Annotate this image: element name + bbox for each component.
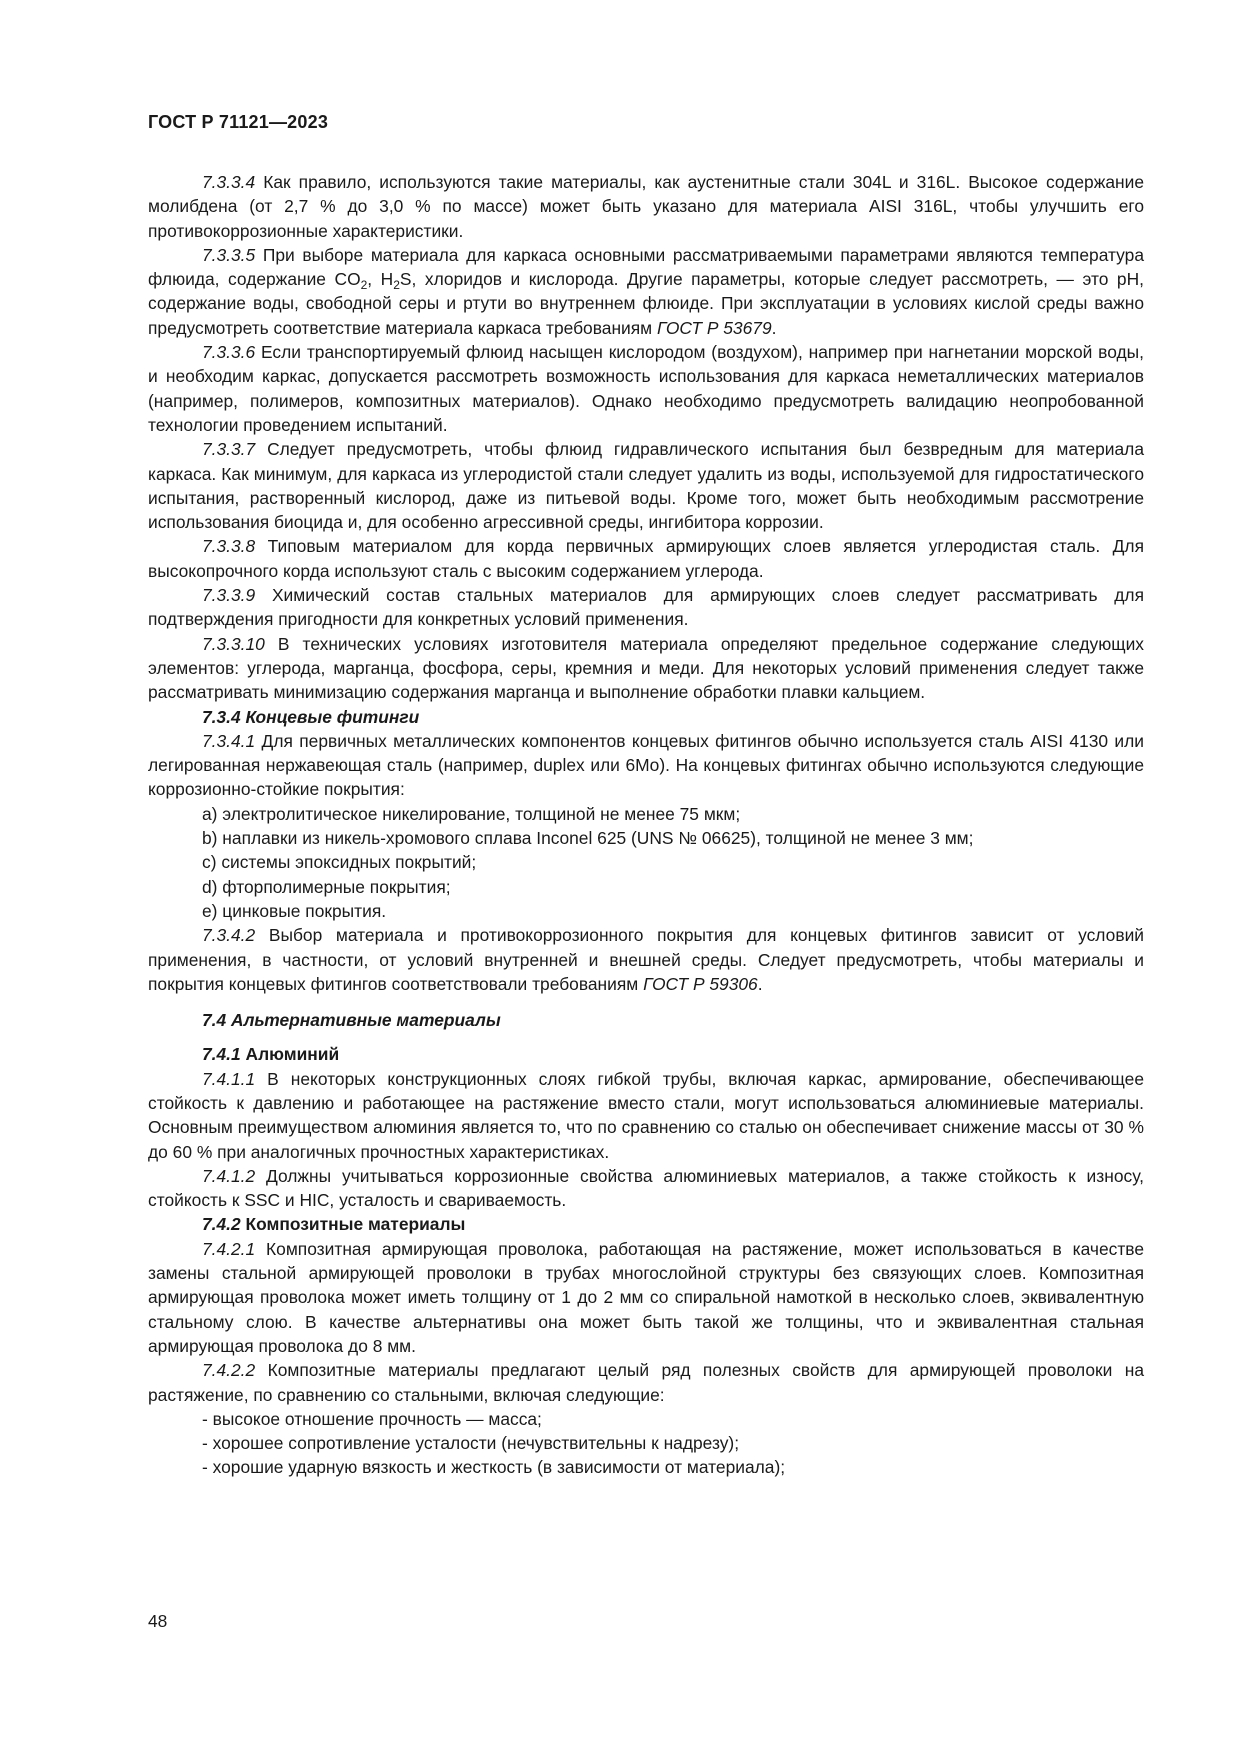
paragraph-text: Композитные материалы предлагают целый ряд полезных свойств для армирующей проволоки на растяжение, по сравнению со стальными, включая следующие: (148, 1360, 1144, 1405)
list-item: d) фторполимерные покрытия; (202, 876, 451, 897)
paragraph-text: Следует предусмотреть, чтобы флюид гидравлического испытания был безвредным для материала каркаса. Как минимум, для каркаса из углеродистой стали следует удалить из воды, используемой для гидростатического испытания, растворенный кислород, даже из питьевой воды. Кроме того, может быть необходимым рассмотрение использования биоцида и, для особенно агрессивной среды, ингибитора коррозии. (148, 439, 1144, 533)
paragraph-text: Должны учитываться коррозионные свойства алюминиевых материалов, а также стойкость к износу, стойкость к SSC и HIC, усталость и свариваемость. (148, 1165, 1144, 1211)
list-item: b) наплавки из никель-хромового сплава Inconel 625 (UNS № 06625), толщиной не менее 3 мм; (202, 828, 974, 849)
clause-number: 7.3.3.8 (202, 536, 256, 557)
clause-number: 7.3.3.6 (202, 342, 256, 363)
list-item: - хорошие ударную вязкость и жесткость (в зависимости от материала); (202, 1457, 786, 1478)
paragraph-text: При выборе материала для каркаса основными рассматриваемыми параметрами являются температура флюида, содержание CO (148, 244, 1144, 290)
paragraph-text: . (757, 973, 763, 994)
heading-7-4-2 (148, 1212, 1144, 1236)
paragraph-7-4-1-1 (148, 1067, 1144, 1164)
clause-number: 7.3.3.4 (202, 172, 256, 192)
clause-number: 7.3.4.2 (202, 925, 256, 946)
clause-number: 7.3.3.5 (202, 244, 256, 265)
clause-number: 7.4.2.2 (202, 1360, 256, 1381)
paragraph-7-3-4-2 (148, 923, 1144, 996)
heading-7-3-4 (148, 705, 1144, 729)
document-header: ГОСТ Р 71121—2023 (148, 112, 329, 132)
paragraph-text: Если транспортируемый флюид насыщен кислородом (воздухом), например при нагнетании морской воды, и необходим каркас, допускается рассмотреть возможность использования для каркаса неметаллических материалов (например, полимеров, композитных материалов). Однако необходимо предусмотреть валидацию неопробованной технологии проведением испытаний. (148, 342, 1144, 435)
section-heading: Алюминий (240, 1044, 340, 1065)
section-heading: 7.3.4 Концевые фитинги (202, 706, 420, 727)
subscript: 2 (393, 278, 400, 293)
paragraph-text: Композитная армирующая проволока, работающая на растяжение, может использоваться в качестве замены стальной армирующей проволоки в трубах многослойной структуры без связующих слоев. Композитная армирующая проволока может иметь толщину от 1 до 2 мм со спиральной намоткой в несколько слоев, эквивалентную стальному слою. В качестве альтернативы она может быть такой же толщины, что и эквивалентная стальная армирующая проволока до 8 мм. (148, 1238, 1144, 1356)
heading-7-4 (148, 1008, 1144, 1032)
paragraph-text: Химический состав стальных материалов для армирующих слоев следует рассматривать для подтверждения пригодности для конкретных условий применения. (148, 585, 1144, 630)
section-heading: Композитные материалы (240, 1214, 466, 1235)
paragraph-7-3-3-6 (148, 340, 1144, 437)
paragraph-7-4-2-1 (148, 1237, 1144, 1358)
paragraph-7-3-3-10 (148, 632, 1144, 705)
paragraph-7-3-3-7 (148, 437, 1144, 534)
list-item: a) электролитическое никелирование, толщиной не менее 75 мкм; (202, 803, 741, 824)
list-item: e) цинковые покрытия. (202, 900, 387, 921)
paragraph-text: S, хлоридов и кислорода. Другие параметры, которые следует рассмотреть, — это pH, содержание воды, свободной серы и ртути во внутреннем флюиде. При эксплуатации в условиях кислой среды важно предусмотреть соответствие материала каркаса требованиям (148, 269, 1144, 338)
paragraph-text: . (771, 317, 777, 338)
list-item: c) системы эпоксидных покрытий; (202, 852, 477, 873)
clause-number: 7.4.2.1 (202, 1238, 256, 1259)
clause-number: 7.4.1.2 (202, 1165, 256, 1186)
paragraph-7-4-2-2 (148, 1358, 1144, 1407)
paragraph-text: В некоторых конструкционных слоях гибкой трубы, включая каркас, армирование, обеспечивающее стойкость к давлению и работающее на растяжение вместо стали, могут использоваться алюминиевые материалы. Основным преимуществом алюминия является то, что по сравнению со сталью он обеспечивает снижение массы от 30 % до 60 % при аналогичных прочностных характеристиках. (148, 1068, 1144, 1162)
paragraph-7-3-3-8 (148, 534, 1144, 583)
paragraph-7-3-4-1 (148, 729, 1144, 802)
heading-number: 7.4.2 (202, 1214, 241, 1235)
standard-reference: ГОСТ Р 53679 (656, 317, 772, 338)
paragraph-7-3-3-9 (148, 583, 1144, 632)
clause-number: 7.3.3.9 (202, 585, 256, 606)
paragraph-text: Для первичных металлических компонентов концевых фитингов обычно используется сталь AISI 4130 или легированная нержавеющая сталь (например, duplex или 6Mo). На концевых фитингах обычно используются следующие коррозионно-стойкие покрытия: (148, 730, 1144, 800)
clause-number: 7.4.1.1 (202, 1068, 256, 1089)
subscript: 2 (360, 278, 368, 293)
standard-reference: ГОСТ Р 59306 (643, 973, 758, 994)
document-body (148, 170, 1144, 1480)
section-heading: 7.4 Альтернативные материалы (202, 1010, 501, 1031)
paragraph-text: , H (367, 269, 394, 290)
paragraph-text: Как правило, используются такие материалы, как аустенитные стали 304L и 316L. Высокое содержание молибдена (от 2,7 % до 3,0 % по массе) может быть указано для материала AISI 316L, чтобы улучшить его противокоррозионные характеристики. (148, 172, 1144, 241)
clause-number: 7.3.3.10 (202, 633, 265, 654)
clause-number: 7.3.3.7 (202, 439, 256, 460)
paragraph-7-3-3-5 (148, 243, 1144, 340)
list-item: - высокое отношение прочность — масса; (202, 1408, 542, 1429)
paragraph-text: Выбор материала и противокоррозионного покрытия для концевых фитингов зависит от условий применения, в частности, от условий внутренней и внешней среды. Следует предусмотреть, чтобы материалы и покрытия концевых фитингов соответствовали требованиям (148, 925, 1144, 994)
paragraph-7-3-3-4 (148, 170, 1144, 243)
paragraph-7-4-1-2 (148, 1164, 1144, 1213)
heading-7-4-1 (148, 1042, 1144, 1066)
heading-number: 7.4.1 (202, 1044, 241, 1065)
list-item: - хорошее сопротивление усталости (нечувствительны к надрезу); (202, 1433, 740, 1454)
clause-number: 7.3.4.1 (202, 730, 256, 751)
paragraph-text: В технических условиях изготовителя материала определяют предельное содержание следующих элементов: углерода, марганца, фосфора, серы, кремния и меди. Для некоторых условий применения следует также рассматривать минимизацию содержания марганца и выполнение обработки плавки кальцием. (148, 633, 1144, 703)
page-number: 48 (148, 1611, 168, 1631)
paragraph-text: Типовым материалом для корда первичных армирующих слоев является углеродистая сталь. Для высокопрочного корда используют сталь с высоким содержанием углерода. (148, 536, 1144, 581)
